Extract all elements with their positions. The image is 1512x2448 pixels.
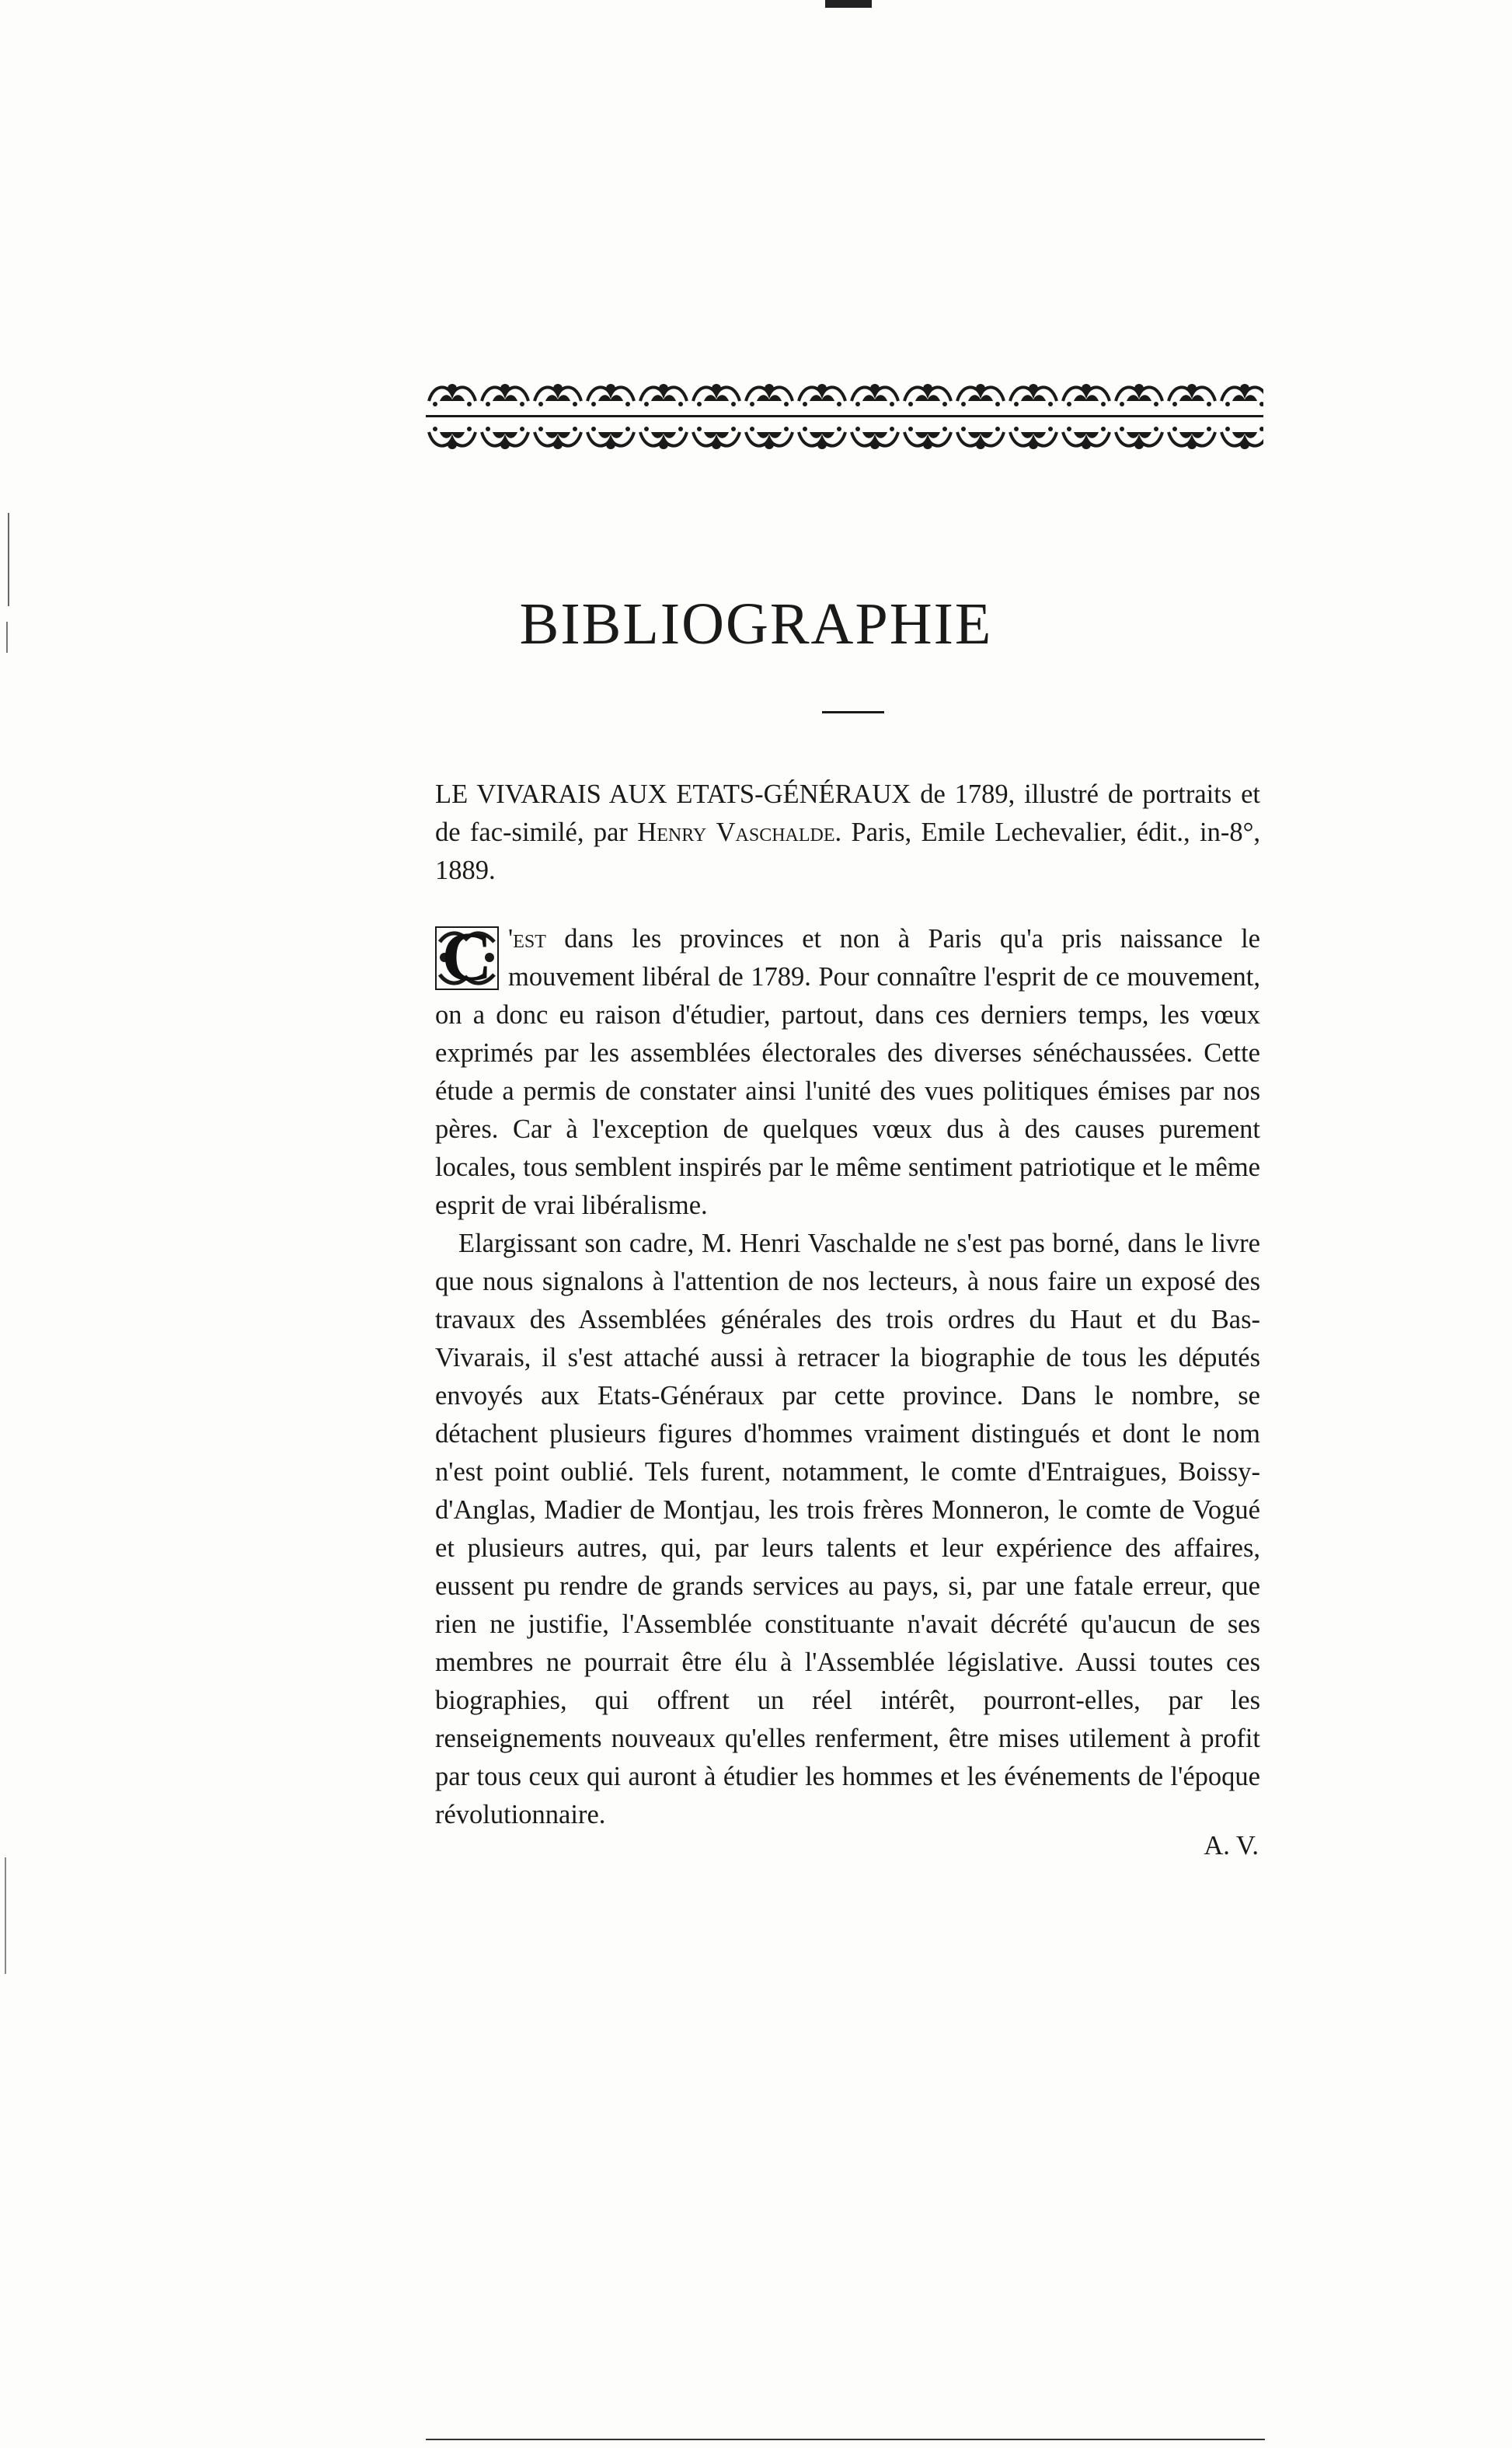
scan-mark-top bbox=[825, 0, 872, 8]
signature: A. V. bbox=[1204, 1831, 1259, 1860]
bottom-rule bbox=[426, 2439, 1265, 2440]
paragraph-2: Elargissant son cadre, M. Henri Vaschalde ne s'est pas borné, dans le livre que nous signalons à l'attention de nos lecteurs, à nous faire un exposé des travaux des Assemblées générales des trois ordres du Haut et du Bas-Vivarais, il s'est attaché aussi à retracer la biographie de tous les députés envoyés aux Etats-Généraux par cette province. Dans le nombre, se détachent plusieurs figures d'hommes vraiment distingués et dont le nom n'est point oublié. Tels furent, notamment, le comte d'Entraigues, Boissy-d'Anglas, Madier de Montjau, les trois frères Monneron, le comte de Vogué et plusieurs autres, qui, par leurs talents et leur expérience des affaires, eussent pu rendre de grands services au pays, si, par une fatale erreur, que rien ne justifie, l'Assemblée constituante n'avait décrété qu'aucun de ses membres ne pourrait être élu à l'Assemblée législative. Aussi toutes ces biographies, qui offrent un réel intérêt, pourront-elles, par les renseignements nouveaux qu'elles renferment, être mises utilement à profit par tous ceux qui auront à étudier les hommes et les événements de l'époque révolutionnaire. bbox=[435, 1229, 1260, 1829]
bib-publisher: . Paris, Emile Lechevalier, édit., in-8°, 1889. bbox=[435, 818, 1261, 885]
paragraph-1 bbox=[435, 920, 1260, 1225]
bib-author-first: Henry bbox=[637, 818, 707, 847]
ornament-rule bbox=[426, 415, 1263, 417]
page-title: BIBLIOGRAPHIE bbox=[519, 591, 993, 657]
fleuron-border-icon bbox=[426, 421, 1263, 455]
review-body bbox=[435, 920, 1260, 1834]
bibliography-entry bbox=[435, 776, 1260, 890]
paragraph-1-text: dans les provinces et non à Paris qu'a pris naissance le mouvement libéral de 1789. Pour connaître l'esprit de ce mouvement, on a donc eu raison d'étudier, partout, dans ces derniers temps, les vœux exprimés par les assemblées électorales des diverses sénéchaussées. Cette étude a permis de constater ainsi l'unité des vues politiques émises par nos pères. Car à l'exception de quelques vœux dus à des causes purement locales, tous semblent inspirés par le même sentiment patriotique et le même esprit de vrai libéralisme. bbox=[435, 924, 1260, 1220]
dropcap-ornament-icon bbox=[435, 919, 499, 996]
fleuron-border-icon bbox=[426, 378, 1263, 412]
scan-mark-left-3 bbox=[5, 1857, 6, 1974]
dropcap-continuation: 'est bbox=[508, 924, 546, 954]
title-rule bbox=[822, 711, 884, 713]
bib-author-last: Vaschalde bbox=[716, 818, 835, 847]
dropcap-letter: C bbox=[441, 919, 493, 996]
bib-title-text: LE VIVARAIS AUX ETATS-GÉNÉRAUX de 1789, illustré de portraits et de fac-similé, par bbox=[435, 779, 1260, 847]
